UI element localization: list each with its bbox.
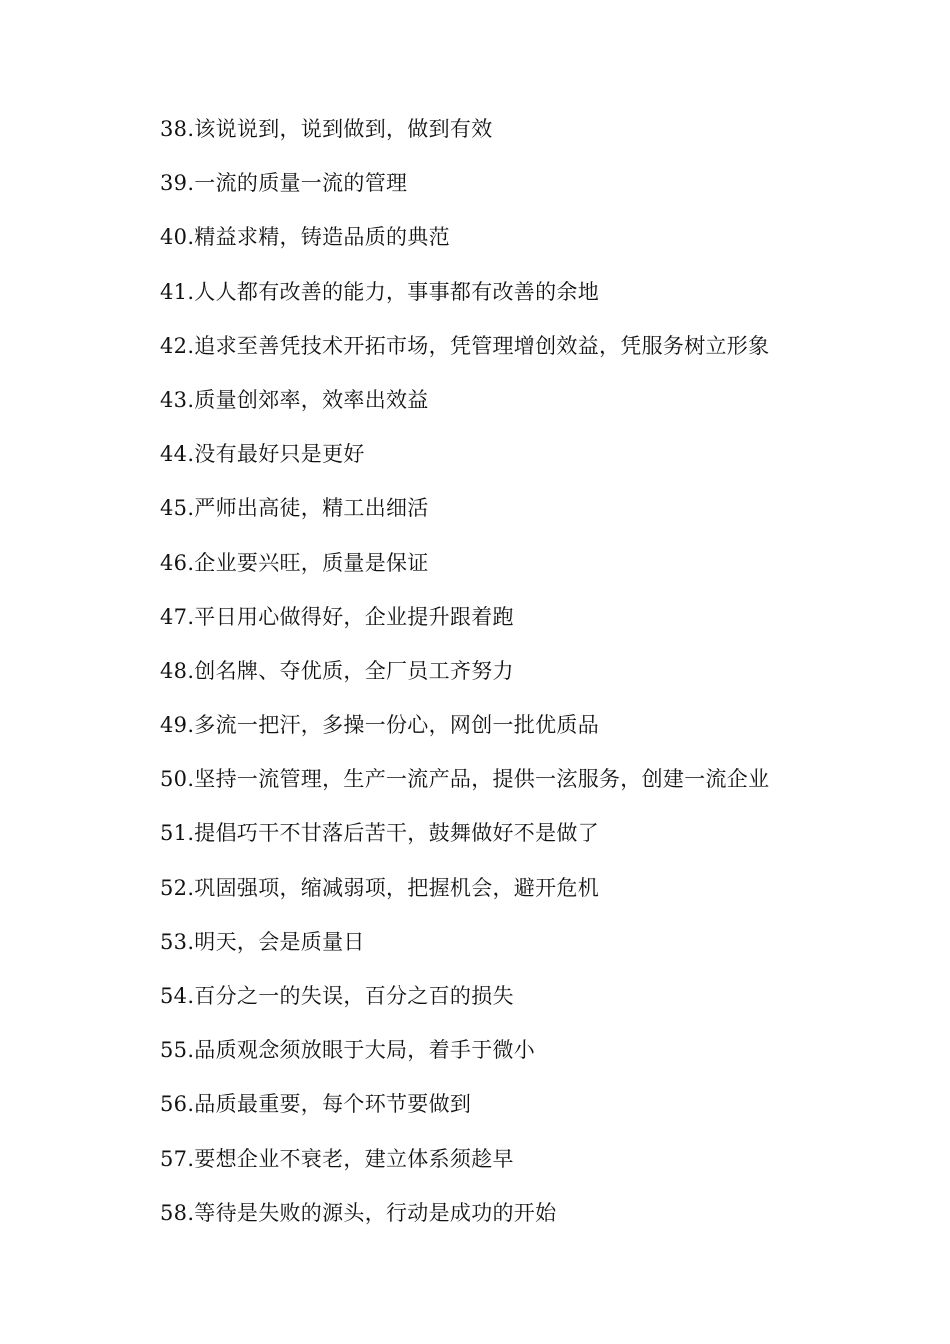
list-item: 53.明天，会是质量日 bbox=[160, 929, 365, 954]
list-item: 48.创名牌、夺优质，全厂员工齐努力 bbox=[160, 658, 514, 683]
list-item: 55.品质观念须放眼于大局，着手于微小 bbox=[160, 1038, 536, 1063]
list-item: 52.巩固强项，缩减弱项，把握机会，避开危机 bbox=[160, 875, 599, 900]
list-item: 56.品质最重要，每个环节要做到 bbox=[160, 1092, 472, 1117]
list-item: 44.没有最好只是更好 bbox=[160, 442, 365, 467]
list-item: 49.多流一把汗，多操一份心，网创一批优质品 bbox=[160, 713, 599, 738]
list-item: 40.精益求精，铸造品质的典范 bbox=[160, 225, 450, 250]
list-item: 58.等待是失败的源头，行动是成功的开始 bbox=[160, 1200, 557, 1225]
list-item: 38.该说说到，说到做到，做到有效 bbox=[160, 117, 493, 141]
list-item: 41.人人都有改善的能力，事事都有改善的余地 bbox=[160, 279, 599, 304]
list-item: 45.严师出高徒，精工出细活 bbox=[160, 496, 429, 521]
slogan-list bbox=[160, 113, 920, 1251]
list-item: 57.要想企业不衰老，建立体系须趁早 bbox=[160, 1146, 514, 1171]
list-item: 42.追求至善凭技术开拓市场，凭管理增创效益，凭服务树立形象 bbox=[160, 333, 770, 358]
list-item: 54.百分之一的失误，百分之百的损失 bbox=[160, 984, 514, 1008]
list-item: 39.一流的质量一流的管理 bbox=[160, 171, 408, 196]
list-item: 47.平日用心做得好，企业提升跟着跑 bbox=[160, 604, 514, 629]
list-item: 46.企业要兴旺，质量是保证 bbox=[160, 550, 429, 575]
list-item: 43.质量创郊率，效率出效益 bbox=[160, 387, 429, 412]
list-item: 51.提倡巧干不甘落后苦干，鼓舞做好不是做了 bbox=[160, 821, 599, 846]
list-item: 50.坚持一流管理，生产一流产品，提供一泫服务，创建一流企业 bbox=[160, 767, 770, 792]
